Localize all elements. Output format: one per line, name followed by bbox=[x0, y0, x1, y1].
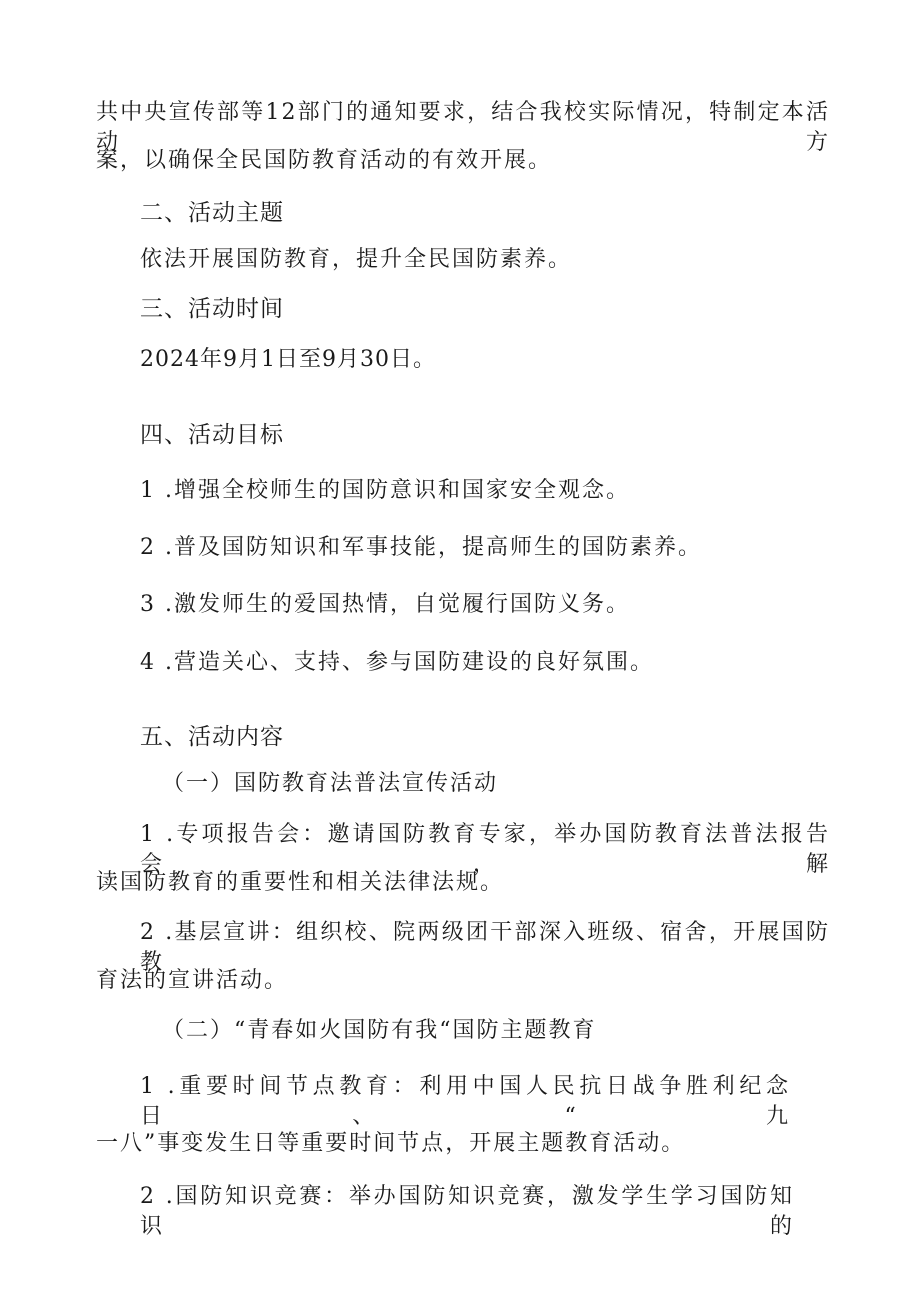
sub1-item-2-line-2: 育法的宣讲活动。 bbox=[96, 968, 289, 993]
section-heading-goals: 四、活动目标 bbox=[140, 422, 284, 448]
section-heading-content: 五、活动内容 bbox=[140, 724, 284, 750]
intro-line-2: 案，以确保全民国防教育活动的有效开展。 bbox=[96, 148, 553, 173]
intro-line-1: 共中央宣传部等12部门的通知要求，结合我校实际情况，特制定本活动方 bbox=[96, 100, 830, 155]
goal-item-1: 1 .增强全校师生的国防意识和国家安全观念。 bbox=[140, 478, 630, 503]
sub1-item-2-line-1: 2 .基层宣讲：组织校、院两级团干部深入班级、宿舍，开展国防教 bbox=[140, 920, 830, 975]
goal-item-2: 2 .普及国防知识和军事技能，提高师生的国防素养。 bbox=[140, 535, 702, 560]
section-heading-theme: 二、活动主题 bbox=[140, 200, 284, 226]
goal-item-4: 4 .营造关心、支持、参与国防建设的良好氛围。 bbox=[140, 650, 654, 675]
section-heading-time: 三、活动时间 bbox=[140, 296, 284, 322]
theme-text: 依法开展国防教育，提升全民国防素养。 bbox=[140, 247, 573, 272]
sub2-item-1-line-2: 一八”事变发生日等重要时间节点，开展主题教育活动。 bbox=[96, 1131, 686, 1156]
time-text: 2024年9月1日至9月30日。 bbox=[140, 347, 436, 372]
sub2-item-1-line-1: 1 .重要时间节点教育：利用中国人民抗日战争胜利纪念日、“九 bbox=[140, 1074, 790, 1129]
subsection-title-2: （二）“青春如火国防有我“国防主题教育 bbox=[162, 1018, 597, 1043]
goal-item-3: 3 .激发师生的爱国热情，自觉履行国防义务。 bbox=[140, 592, 630, 617]
subsection-title-1: （一）国防教育法普法宣传活动 bbox=[162, 771, 499, 796]
sub1-item-1-line-2: 读国防教育的重要性和相关法律法规。 bbox=[96, 870, 505, 895]
sub1-item-1-line-1: 1 .专项报告会：邀请国防教育专家，举办国防教育法普法报告会，解 bbox=[140, 822, 830, 877]
sub2-item-2-line-1: 2 .国防知识竞赛：举办国防知识竞赛，激发学生学习国防知识的 bbox=[140, 1184, 794, 1239]
